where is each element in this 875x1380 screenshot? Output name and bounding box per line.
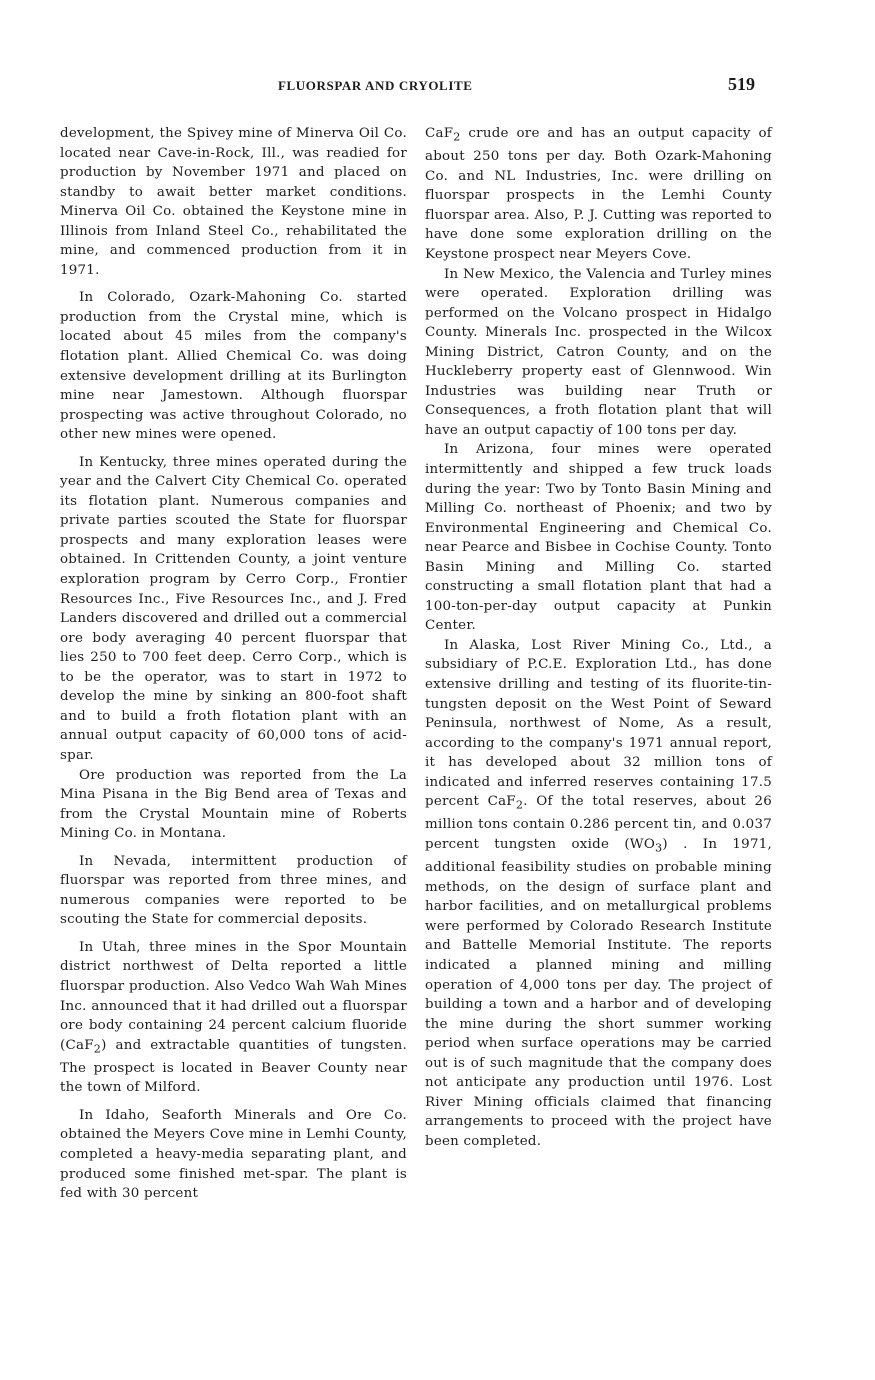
right-column — [425, 124, 772, 1151]
utah-text-part-2: ) and extractable quantities of tungsten. The prospect is located in Beaver County near the town of Milford. — [60, 1037, 407, 1096]
paragraph-new-mexico: In New Mexico, the Valencia and Turley mines were operated. Exploration drilling was performed on the Volcano prospect in Hidalgo County. Minerals Inc. prospected in the Wilcox Mining District, Catron County, and on the Huckleberry property east of Glennwood. Win Industries was building near Truth or Consequences, a froth flotation plant that will have an output capactiy of 100 tons per day. — [425, 266, 772, 438]
subscript-3: 3 — [655, 841, 663, 855]
paragraph-utah — [60, 938, 407, 1098]
paragraph-alaska — [425, 636, 772, 1152]
paragraph-idaho-continued — [425, 124, 772, 265]
subscript-2: 2 — [93, 1042, 102, 1056]
paragraph-kentucky: In Kentucky, three mines operated during the year and the Calvert City Chemical Co. operated its flotation plant. Numerous companies and private parties scouted the State for fluorspar prospects and many exploration leases were obtained. In Crittenden County, a joint venture exploration program by Cerro Corp., Frontier Resources Inc., Five Resources Inc., and J. Fred Landers discovered and drilled out a commercial ore body averaging 40 percent fluorspar that lies 250 to 700 feet deep. Cerro Corp., which is to be the operator, was to start in 1972 to develop the mine by sinking an 800-foot shaft and to build a froth flotation plant with an annual output capacity of 60,000 tons of acid-spar. — [60, 454, 407, 763]
running-head — [0, 74, 875, 100]
paragraph-colorado: In Colorado, Ozark-Mahoning Co. started production from the Crystal mine, which is located about 45 miles from the company's flotation plant. Allied Chemical Co. was doing extensive development drilling at its Burlington mine near Jamestown. Although fluorspar prospecting was active throughout Colorado, no other new mines were opened. — [60, 290, 407, 443]
paragraph-idaho: In Idaho, Seaforth Minerals and Ore Co. obtained the Meyers Cove mine in Lemhi County, completed a heavy-media separating plant, and produced some finished met-spar. The plant is fed with 30 percent — [60, 1107, 407, 1202]
utah-text-part-1: In Utah, three mines in the Spor Mountain district northwest of Delta reported a little fluorspar production. Also Vedco Wah Wah Mines Inc. announced that it had drilled out a fluorspar ore body containing 24 percent calcium fluoride (CaF — [60, 939, 407, 1053]
paragraph-texas-montana: Ore production was reported from the La Mina Pisana in the Big Bend area of Texas and from the Crystal Mountain mine of Roberts Mining Co. in Montana. — [60, 767, 407, 842]
page-number: 519 — [728, 74, 755, 94]
idaho-continued-text: crude ore and has an output capacity of about 250 tons per day. Both Ozark-Mahoning Co. and NL Industries, Inc. were drilling on fluorspar prospects in the Lemhi County fluorspar area. Also, P. J. Cutting was reported to have done some exploration drilling on the Keystone prospect near Meyers Cove. — [425, 126, 772, 262]
alaska-text-part-3: ) . In 1971, additional feasibility studies on probable mining methods, on the design of surface plant and harbor facilities, and on metallurgical problems were performed by Colorado Research Institute and Battelle Memorial Institute. The reports indicated a planned mining and milling operation of 4,000 tons per day. The project of building a town and a harbor and of developing the mine during the short summer working period when surface operations may be carried out is of such magnitude that the company does not anticipate any production until 1976. Lost River Mining officials claimed that financing arrangements to proceed with the project have been completed. — [425, 837, 772, 1149]
paragraph-minerva: development, the Spivey mine of Minerva Oil Co. located near Cave-in-Rock, Ill., was readied for production by November 1971 and placed on standby to await better market conditions. Minerva Oil Co. obtained the Keystone mine in Illinois from Inland Steel Co., rehabilitated the mine, and commenced production from it in 1971. — [60, 126, 407, 278]
alaska-text-part-1: In Alaska, Lost River Mining Co., Ltd., a subsidiary of P.C.E. Exploration Ltd., has done extensive drilling and testing of its fluorite-tin-tungsten deposit on the West Point of Seward Peninsula, northwest of Nome, As a result, according to the company's 1971 annual report, it has developed about 32 million tons of indicated and inferred reserves containing 17.5 percent CaF — [425, 637, 772, 810]
paragraph-arizona: In Arizona, four mines were operated intermittently and shipped a few truck loads during the year: Two by Tonto Basin Mining and Milling Co. northeast of Phoenix; and two by Environmental Engineering and Chemical Co. near Pearce and Bisbee in Cochise County. Tonto Basin Mining and Milling Co. started constructing a small flotation plant that had a 100-ton-per-day output capacity at Punkin Center. — [425, 442, 772, 634]
subscript-2: 2 — [453, 130, 461, 144]
caf-text: CaF — [425, 126, 454, 141]
subscript-2: 2 — [515, 798, 524, 812]
running-title: FLUORSPAR AND CRYOLITE — [278, 78, 473, 93]
alaska-text-part-2: . Of the total reserves, about 26 million tons contain 0.286 percent tin, and 0.037 percent tungsten oxide (WO — [425, 794, 772, 853]
paragraph-nevada: In Nevada, intermittent production of fluorspar was reported from three mines, and numerous companies were reported to be scouting the State for commercial deposits. — [60, 853, 407, 928]
left-column — [60, 124, 407, 1204]
